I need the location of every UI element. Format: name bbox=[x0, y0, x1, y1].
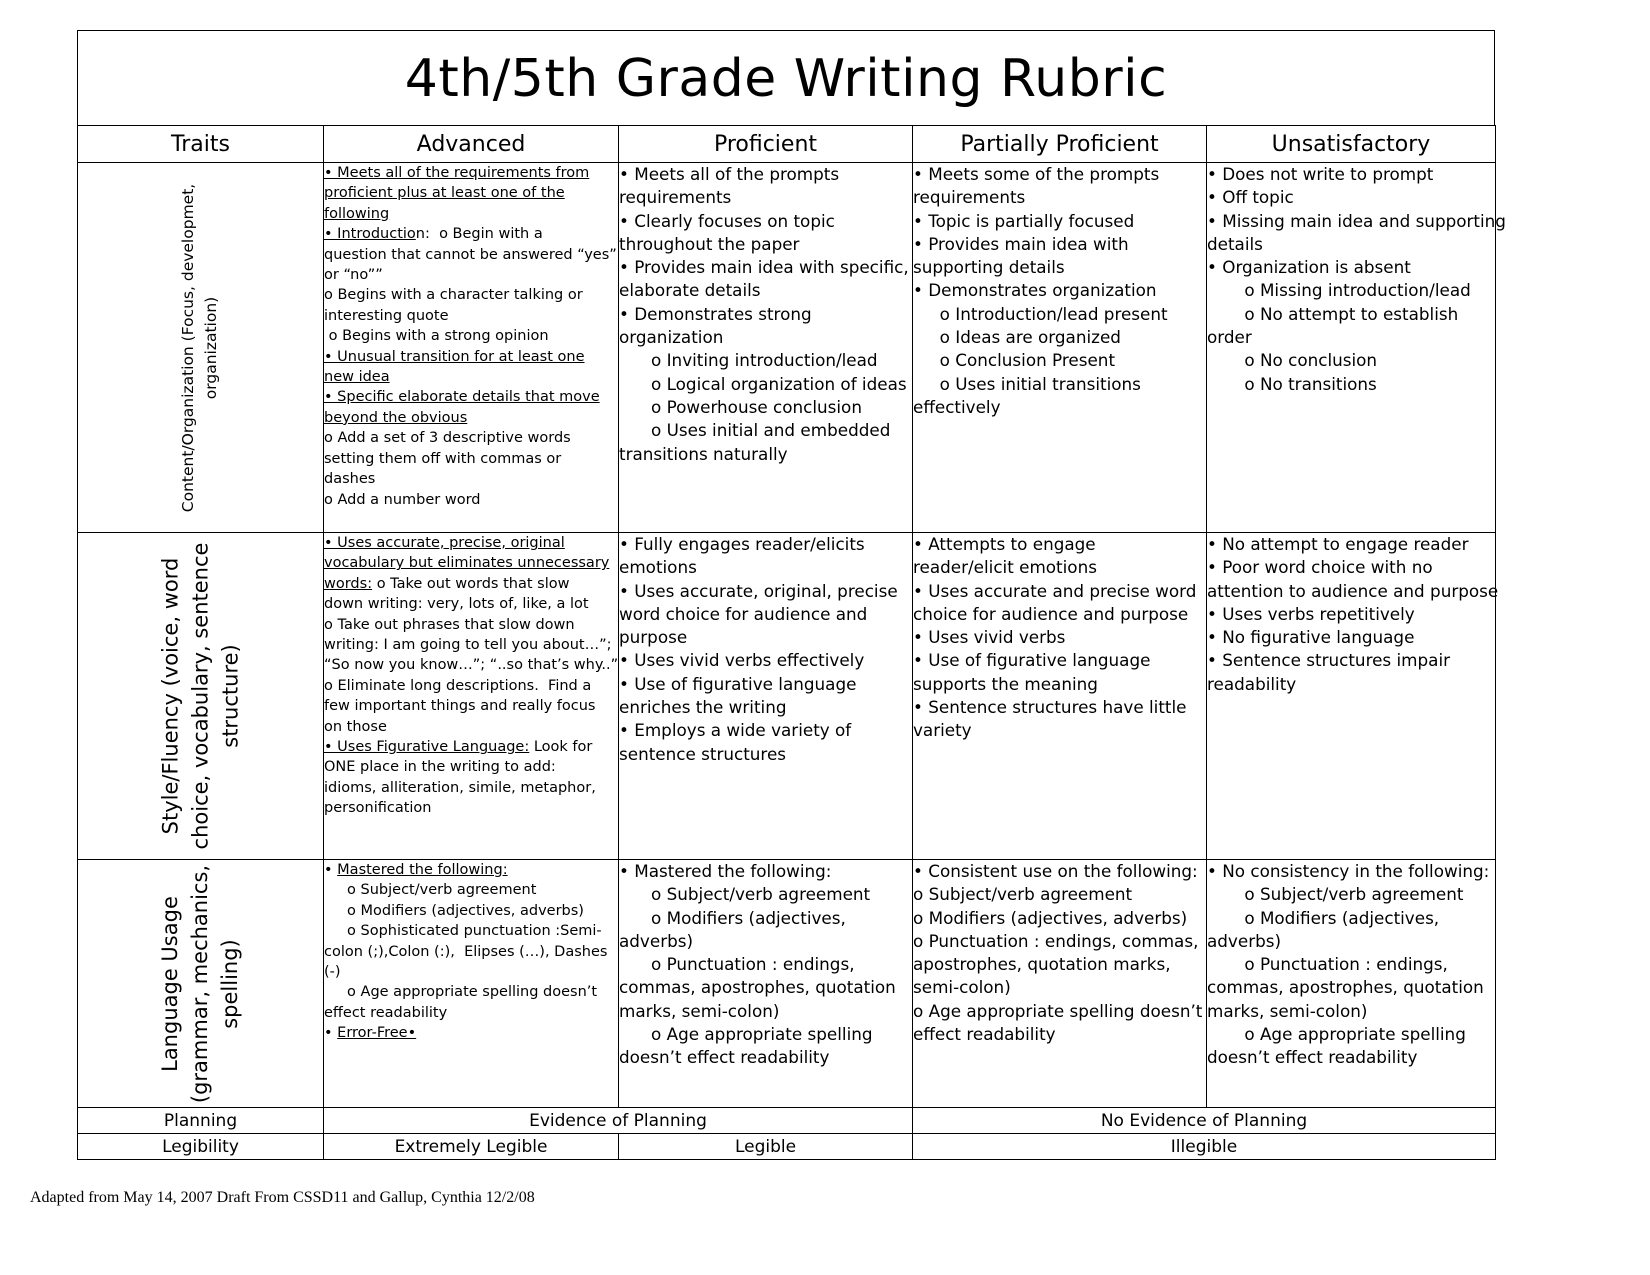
text-line: o Uses initial transitions bbox=[913, 373, 1141, 394]
text-line: • Uses vivid verbs bbox=[913, 627, 1066, 648]
trait-content-organization bbox=[78, 163, 324, 533]
text-line: o Ideas are organized bbox=[913, 327, 1121, 348]
text-line: effect readability bbox=[913, 1024, 1056, 1045]
text-line: • No figurative language bbox=[1207, 627, 1415, 648]
text-line: choice, vocabulary, sentence bbox=[188, 542, 213, 850]
text-line: • Meets all of the prompts bbox=[619, 164, 840, 184]
legibility-label: Legibility bbox=[78, 1134, 324, 1160]
text-line: • Error-Free• bbox=[324, 1025, 417, 1042]
text-line: • Off topic bbox=[1207, 187, 1294, 208]
rubric-table bbox=[77, 125, 1506, 1160]
no-evidence-of-planning: No Evidence of Planning bbox=[913, 1108, 1496, 1134]
text-line: o Eliminate long descriptions. Find a bbox=[324, 677, 592, 694]
text-line: idioms, alliteration, simile, metaphor, bbox=[324, 779, 596, 796]
text-line: doesn’t effect readability bbox=[619, 1047, 830, 1068]
text-line: sentence structures bbox=[619, 743, 787, 764]
text-line: requirements bbox=[913, 187, 1026, 208]
text-line: o Take out phrases that slow down bbox=[324, 616, 575, 633]
text-line: Style/Fluency (voice, word bbox=[158, 557, 183, 835]
text-line: or “no”” bbox=[324, 267, 383, 284]
text-line: emotions bbox=[619, 557, 697, 578]
table-row bbox=[78, 860, 1496, 1108]
text-line: few important things and really focus bbox=[324, 698, 596, 715]
text-line: • Uses vivid verbs effectively bbox=[619, 650, 865, 671]
text-line: o Logical organization of ideas bbox=[619, 373, 907, 394]
evidence-of-planning: Evidence of Planning bbox=[324, 1108, 913, 1134]
text-line: • Poor word choice with no bbox=[1207, 557, 1433, 578]
text-line: o Age appropriate spelling doesn’t bbox=[324, 984, 598, 1001]
text-line: interesting quote bbox=[324, 307, 449, 324]
text-line: elaborate details bbox=[619, 280, 761, 301]
text-line: down writing: very, lots of, like, a lot bbox=[324, 596, 589, 613]
text-line: • Use of figurative language bbox=[913, 650, 1151, 671]
trait-label bbox=[178, 183, 224, 511]
cell-proficient bbox=[619, 533, 913, 860]
text-line: • Demonstrates organization bbox=[913, 280, 1157, 301]
text-line: colon (;),Colon (:), Elipses (…), Dashes bbox=[324, 943, 608, 960]
text-line: o Conclusion Present bbox=[913, 350, 1116, 371]
text-line: o Subject/verb agreement bbox=[913, 884, 1133, 905]
header-advanced: Advanced bbox=[324, 126, 619, 163]
text-line: (-) bbox=[324, 964, 341, 981]
text-line: • Topic is partially focused bbox=[913, 210, 1135, 231]
text-line: • Meets some of the prompts bbox=[913, 164, 1160, 184]
text-line: choice for audience and purpose bbox=[913, 603, 1189, 624]
text-line: supporting details bbox=[913, 257, 1065, 278]
text-line: • Clearly focuses on topic bbox=[619, 210, 835, 231]
text-line: o Punctuation : endings, bbox=[619, 954, 855, 975]
text-line: structure) bbox=[218, 644, 243, 748]
text-line: o Powerhouse conclusion bbox=[619, 396, 862, 417]
text-line: o No attempt to establish bbox=[1207, 303, 1459, 324]
text-line: variety bbox=[913, 720, 972, 741]
text-line: • Does not write to prompt bbox=[1207, 164, 1434, 184]
text-line: following bbox=[324, 205, 390, 222]
text-line: enriches the writing bbox=[619, 697, 787, 718]
text-line: effectively bbox=[913, 396, 1001, 417]
text-line: • Meets all of the requirements from bbox=[324, 165, 590, 181]
table-row bbox=[78, 163, 1496, 533]
legible: Legible bbox=[619, 1134, 913, 1160]
text-line: • Demonstrates strong bbox=[619, 303, 812, 324]
text-line: readability bbox=[1207, 673, 1297, 694]
text-line: throughout the paper bbox=[619, 233, 800, 254]
text-line: o Modifiers (adjectives, bbox=[1207, 907, 1440, 928]
table-row bbox=[78, 533, 1496, 860]
extremely-legible: Extremely Legible bbox=[324, 1134, 619, 1160]
trait-language-usage bbox=[78, 860, 324, 1108]
text-line: attention to audience and purpose bbox=[1207, 580, 1499, 601]
text-line: question that cannot be answered “yes” bbox=[324, 246, 617, 263]
text-line: spelling) bbox=[218, 938, 243, 1029]
text-line: beyond the obvious bbox=[324, 409, 468, 426]
text-line: details bbox=[1207, 233, 1263, 254]
text-line: reader/elicit emotions bbox=[913, 557, 1097, 578]
text-line: Language Usage bbox=[158, 895, 183, 1072]
text-line: • Mastered the following: bbox=[619, 861, 832, 881]
page-title: 4th/5th Grade Writing Rubric bbox=[404, 48, 1168, 109]
text-line: o Inviting introduction/lead bbox=[619, 350, 878, 371]
text-line: o Add a number word bbox=[324, 491, 481, 508]
cell-advanced bbox=[324, 533, 619, 860]
text-line: marks, semi-colon) bbox=[1207, 1000, 1368, 1021]
text-line: • Organization is absent bbox=[1207, 257, 1411, 278]
text-line: • Use of figurative language bbox=[619, 673, 857, 694]
text-line: • Employs a wide variety of bbox=[619, 720, 852, 741]
text-line: • Uses accurate, original, precise bbox=[619, 580, 898, 601]
text-line: o No conclusion bbox=[1207, 350, 1378, 371]
text-line: • Missing main idea and supporting bbox=[1207, 210, 1506, 231]
trait-label bbox=[155, 864, 245, 1102]
text-line: • Specific elaborate details that move bbox=[324, 389, 600, 406]
cell-unsatisfactory bbox=[1207, 163, 1506, 533]
trait-label bbox=[156, 543, 246, 850]
text-line: o No transitions bbox=[1207, 373, 1377, 394]
planning-label: Planning bbox=[78, 1108, 324, 1134]
cell-advanced bbox=[324, 163, 619, 533]
text-line: “So now you know…”; “..so that’s why..” bbox=[324, 657, 619, 674]
text-line: o Subject/verb agreement bbox=[1207, 884, 1464, 905]
text-line: o Age appropriate spelling bbox=[619, 1024, 873, 1045]
text-line: order bbox=[1207, 327, 1252, 348]
text-line: o Modifiers (adjectives, bbox=[619, 907, 846, 928]
title-box bbox=[77, 30, 1495, 126]
cell-unsatisfactory bbox=[1207, 533, 1499, 860]
cell-unsatisfactory bbox=[1207, 860, 1496, 1108]
text-line: adverbs) bbox=[619, 930, 694, 951]
text-line: o Modifiers (adjectives, adverbs) bbox=[913, 907, 1188, 928]
text-line: o Sophisticated punctuation :Semi- bbox=[324, 923, 602, 940]
cell-proficient bbox=[619, 860, 913, 1108]
text-line: o Age appropriate spelling bbox=[1207, 1024, 1466, 1045]
text-line: proficient plus at least one of the bbox=[324, 185, 565, 202]
text-line: • Sentence structures have little bbox=[913, 697, 1187, 718]
text-line: o Subject/verb agreement bbox=[619, 884, 871, 905]
text-line: requirements bbox=[619, 187, 732, 208]
text-line: dashes bbox=[324, 471, 376, 488]
text-line: o Modifiers (adjectives, adverbs) bbox=[324, 902, 584, 919]
text-line: ONE place in the writing to add: bbox=[324, 759, 556, 776]
text-line: new idea bbox=[324, 369, 390, 386]
legibility-row bbox=[78, 1134, 1496, 1160]
text-line: • Uses accurate and precise word bbox=[913, 580, 1197, 601]
text-line: vocabulary but eliminates unnecessary bbox=[324, 555, 610, 572]
text-line: • Mastered the following: bbox=[324, 862, 508, 878]
text-line: o Missing introduction/lead bbox=[1207, 280, 1471, 301]
text-line: words: o Take out words that slow bbox=[324, 575, 570, 592]
text-line: o Introduction/lead present bbox=[913, 303, 1168, 324]
text-line: o Add a set of 3 descriptive words bbox=[324, 430, 571, 447]
text-line: • Fully engages reader/elicits bbox=[619, 534, 865, 554]
text-line: commas, apostrophes, quotation bbox=[1207, 977, 1484, 998]
header-traits: Traits bbox=[78, 126, 324, 163]
text-line: o Age appropriate spelling doesn’t bbox=[913, 1000, 1203, 1021]
text-line: (grammar, mechanics, bbox=[188, 864, 213, 1103]
text-line: on those bbox=[324, 718, 387, 735]
text-line: • No consistency in the following: bbox=[1207, 861, 1490, 881]
text-line: o Begins with a strong opinion bbox=[324, 328, 549, 345]
planning-row bbox=[78, 1108, 1496, 1134]
text-line: o Subject/verb agreement bbox=[324, 882, 537, 899]
text-line: supports the meaning bbox=[913, 673, 1098, 694]
text-line: o Uses initial and embedded bbox=[619, 420, 891, 441]
text-line: o Punctuation : endings, bbox=[1207, 954, 1448, 975]
cell-partially-proficient bbox=[913, 163, 1207, 533]
text-line: organization) bbox=[202, 296, 221, 399]
cell-proficient bbox=[619, 163, 913, 533]
text-line: marks, semi-colon) bbox=[619, 1000, 780, 1021]
text-line: • Uses accurate, precise, original bbox=[324, 535, 565, 551]
header-row bbox=[78, 126, 1496, 163]
text-line: writing: I am going to tell you about…”; bbox=[324, 637, 612, 654]
header-partially-proficient: Partially Proficient bbox=[913, 126, 1207, 163]
text-line: o Punctuation : endings, commas, bbox=[913, 930, 1199, 951]
text-line: organization bbox=[619, 327, 724, 348]
text-line: setting them off with commas or bbox=[324, 450, 562, 467]
text-line: • Attempts to engage bbox=[913, 534, 1096, 554]
footer-note: Adapted from May 14, 2007 Draft From CSSD11 and Gallup, Cynthia 12/2/08 bbox=[30, 1189, 535, 1206]
text-line: • Uses verbs repetitively bbox=[1207, 603, 1415, 624]
text-line: • Introduction: o Begin with a bbox=[324, 226, 543, 243]
cell-advanced bbox=[324, 860, 619, 1108]
text-line: • Sentence structures impair bbox=[1207, 650, 1451, 671]
cell-partially-proficient bbox=[913, 860, 1207, 1108]
text-line: • Consistent use on the following: bbox=[913, 861, 1198, 881]
text-line: word choice for audience and bbox=[619, 603, 868, 624]
text-line: apostrophes, quotation marks, bbox=[913, 954, 1171, 975]
text-line: • Uses Figurative Language: Look for bbox=[324, 739, 593, 756]
text-line: personification bbox=[324, 800, 432, 817]
text-line: effect readability bbox=[324, 1004, 448, 1021]
illegible: Illegible bbox=[913, 1134, 1496, 1160]
text-line: Content/Organization (Focus, developmet, bbox=[179, 183, 198, 512]
text-line: • Provides main idea with specific, bbox=[619, 257, 909, 278]
header-unsatisfactory: Unsatisfactory bbox=[1207, 126, 1496, 163]
trait-style-fluency bbox=[78, 533, 324, 860]
text-line: commas, apostrophes, quotation bbox=[619, 977, 896, 998]
header-proficient: Proficient bbox=[619, 126, 913, 163]
text-line: • Unusual transition for at least one bbox=[324, 348, 585, 365]
text-line: • Provides main idea with bbox=[913, 233, 1129, 254]
text-line: o Begins with a character talking or bbox=[324, 287, 583, 304]
cell-partially-proficient bbox=[913, 533, 1207, 860]
text-line: purpose bbox=[619, 627, 688, 648]
text-line: transitions naturally bbox=[619, 443, 788, 464]
text-line: doesn’t effect readability bbox=[1207, 1047, 1418, 1068]
text-line: adverbs) bbox=[1207, 930, 1282, 951]
text-line: semi-colon) bbox=[913, 977, 1011, 998]
text-line: • No attempt to engage reader bbox=[1207, 534, 1469, 554]
